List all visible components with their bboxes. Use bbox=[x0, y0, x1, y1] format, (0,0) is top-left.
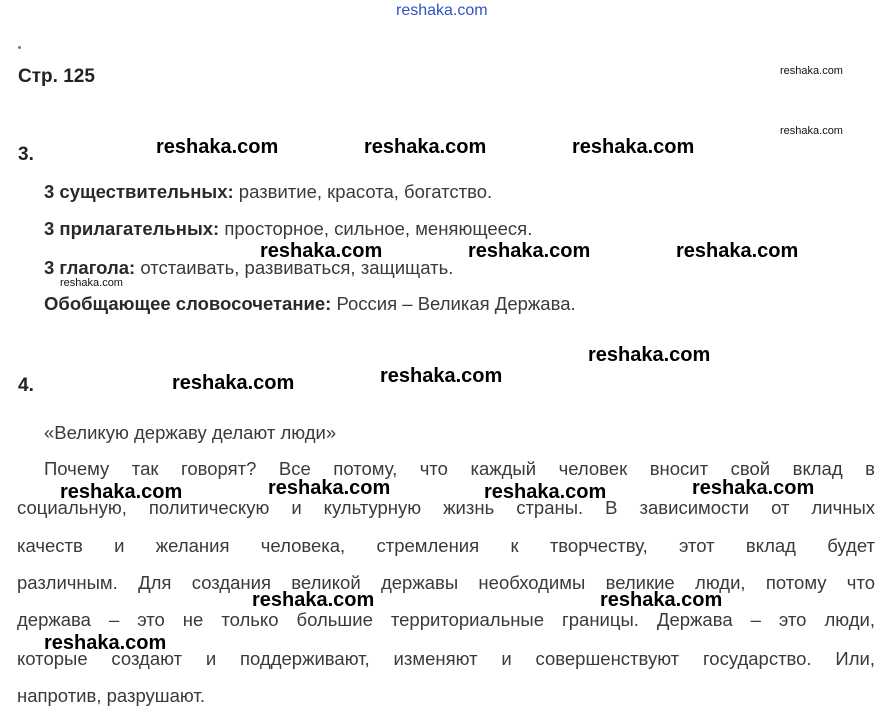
watermark: reshaka.com bbox=[60, 277, 123, 289]
value-nouns: развитие, красота, богатство. bbox=[233, 181, 493, 202]
page-label: Стр. 125 bbox=[18, 66, 95, 87]
paragraph-line-3: качеств и желания человека, стремления к творчеству, этот вклад будет bbox=[17, 535, 875, 556]
task-3-line-phrase bbox=[44, 293, 576, 315]
watermark: reshaka.com bbox=[676, 240, 799, 262]
paragraph-line-4: различным. Для создания великой державы необходимы великие люди, потому что bbox=[17, 572, 875, 593]
label-nouns: 3 существительных: bbox=[44, 181, 234, 202]
task-3-line-verbs bbox=[44, 257, 453, 279]
watermark: reshaka.com bbox=[364, 136, 487, 158]
value-verbs: отстаивать, развиваться, защищать. bbox=[135, 257, 454, 278]
task-3-number: 3. bbox=[18, 144, 34, 165]
watermark-top[interactable]: reshaka.com bbox=[396, 2, 488, 19]
watermark: reshaka.com bbox=[260, 240, 383, 262]
label-verbs: 3 глагола: bbox=[44, 257, 136, 278]
task-4-title: «Великую державу делают люди» bbox=[44, 422, 337, 443]
watermark: reshaka.com bbox=[484, 481, 607, 503]
watermark: reshaka.com bbox=[156, 136, 279, 158]
task-4-number: 4. bbox=[18, 375, 34, 396]
watermark: reshaka.com bbox=[588, 344, 711, 366]
task-3-line-nouns bbox=[44, 181, 492, 203]
watermark: reshaka.com bbox=[60, 481, 183, 503]
watermark: reshaka.com bbox=[780, 125, 843, 137]
watermark: reshaka.com bbox=[600, 589, 723, 611]
watermark: reshaka.com bbox=[44, 632, 167, 654]
value-phrase: Россия – Великая Держава. bbox=[331, 293, 576, 314]
paragraph-line-2: социальную, политическую и культурную жизнь страны. В зависимости от личных bbox=[17, 497, 875, 518]
watermark: reshaka.com bbox=[380, 365, 503, 387]
watermark: reshaka.com bbox=[172, 372, 295, 394]
paragraph-line-1: Почему так говорят? Все потому, что каждый человек вносит свой вклад в bbox=[44, 458, 875, 479]
label-phrase: Обобщающее словосочетание: bbox=[44, 293, 332, 314]
watermark: reshaka.com bbox=[780, 65, 843, 77]
page-dot bbox=[18, 46, 21, 49]
paragraph-line-7: напротив, разрушают. bbox=[17, 685, 205, 706]
paragraph-line-6: которые создают и поддерживают, изменяют и совершенствуют государство. Или, bbox=[17, 648, 875, 669]
watermark: reshaka.com bbox=[268, 477, 391, 499]
watermark: reshaka.com bbox=[572, 136, 695, 158]
paragraph-line-5: держава – это не только большие территориальные границы. Держава – это люди, bbox=[17, 609, 875, 630]
watermark: reshaka.com bbox=[692, 477, 815, 499]
watermark: reshaka.com bbox=[468, 240, 591, 262]
watermark: reshaka.com bbox=[252, 589, 375, 611]
task-3-line-adjectives bbox=[44, 218, 532, 240]
value-adjectives: просторное, сильное, меняющееся. bbox=[219, 218, 533, 239]
label-adjectives: 3 прилагательных: bbox=[44, 218, 220, 239]
